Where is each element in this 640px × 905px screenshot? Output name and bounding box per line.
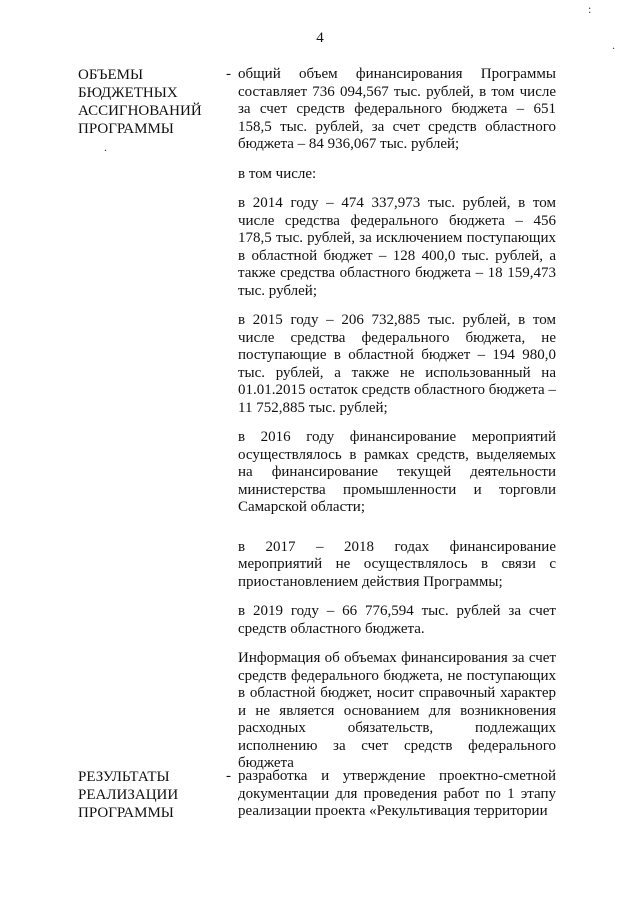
label-line: БЮДЖЕТНЫХ [78, 85, 178, 101]
scan-speck: . [104, 140, 107, 154]
paragraph: в том числе: [238, 165, 317, 182]
scan-speck: . [612, 38, 615, 52]
label-line: РЕЗУЛЬТАТЫ [78, 769, 170, 785]
section-label [78, 768, 228, 822]
paragraph: Информация об объемах финансирования за счет средств федерального бюджета, не поступающих в областной бюджет, носит справочный характер и не является основанием для возникновения расходных обязательств, подлежащих исполнению за счет средств федерального бюджета [238, 650, 556, 771]
page-number: 4 [316, 30, 324, 46]
paragraph-text: общий объем финансирования Программы составляет 736 094,567 тыс. рублей, в том числе за счет средств федерального бюджета – 651 158,5 тыс. рублей, за счет средств областного бюджета – 84 936,067 тыс. рублей; [238, 66, 556, 152]
label-line: ПРОГРАММЫ [78, 805, 174, 821]
scan-speck: : [588, 2, 592, 16]
label-line: АССИГНОВАНИЙ [78, 103, 202, 119]
paragraph: в 2017 – 2018 годах финансирование мероприятий не осуществлялось в связи с приостановлением действия Программы; [238, 538, 556, 590]
section-content [226, 768, 556, 833]
paragraph [226, 66, 556, 154]
paragraph: в 2015 году – 206 732,885 тыс. рублей, в том числе средства федерального бюджета, не поступающие в областной бюджет – 194 980,0 тыс. рублей, а также не использованный на 01.01.2015 остаток средств областного бюджета – 11 752,885 тыс. рублей; [238, 312, 556, 416]
label-line: ПРОГРАММЫ [78, 121, 174, 137]
paragraph: в 2019 году – 66 776,594 тыс. рублей за счет средств областного бюджета. [238, 603, 556, 637]
label-line: РЕАЛИЗАЦИИ [78, 787, 179, 803]
paragraph-text: разработка и утверждение проектно-сметной документации для проведения работ по 1 этапу реализации проекта «Рекультивация территории [238, 768, 556, 819]
paragraph: в 2016 году финансирование мероприятий осуществлялось в рамках средств, выделяемых на финансирование текущей деятельности министерства промышленности и торговли Самарской области; [238, 429, 556, 515]
paragraph: в 2014 году – 474 337,973 тыс. рублей, в том числе средства федерального бюджета – 456 178,5 тыс. рублей, за исключением поступающих в областной бюджет – 128 400,0 тыс. рублей, а также средства областного бюджета – 18 159,473 тыс. рублей; [238, 195, 556, 299]
section-label [78, 66, 228, 138]
label-line: ОБЪЕМЫ [78, 67, 144, 83]
list-dash: - [226, 66, 231, 82]
paragraph [226, 768, 556, 821]
section-content [226, 66, 556, 785]
list-dash: - [226, 768, 231, 784]
